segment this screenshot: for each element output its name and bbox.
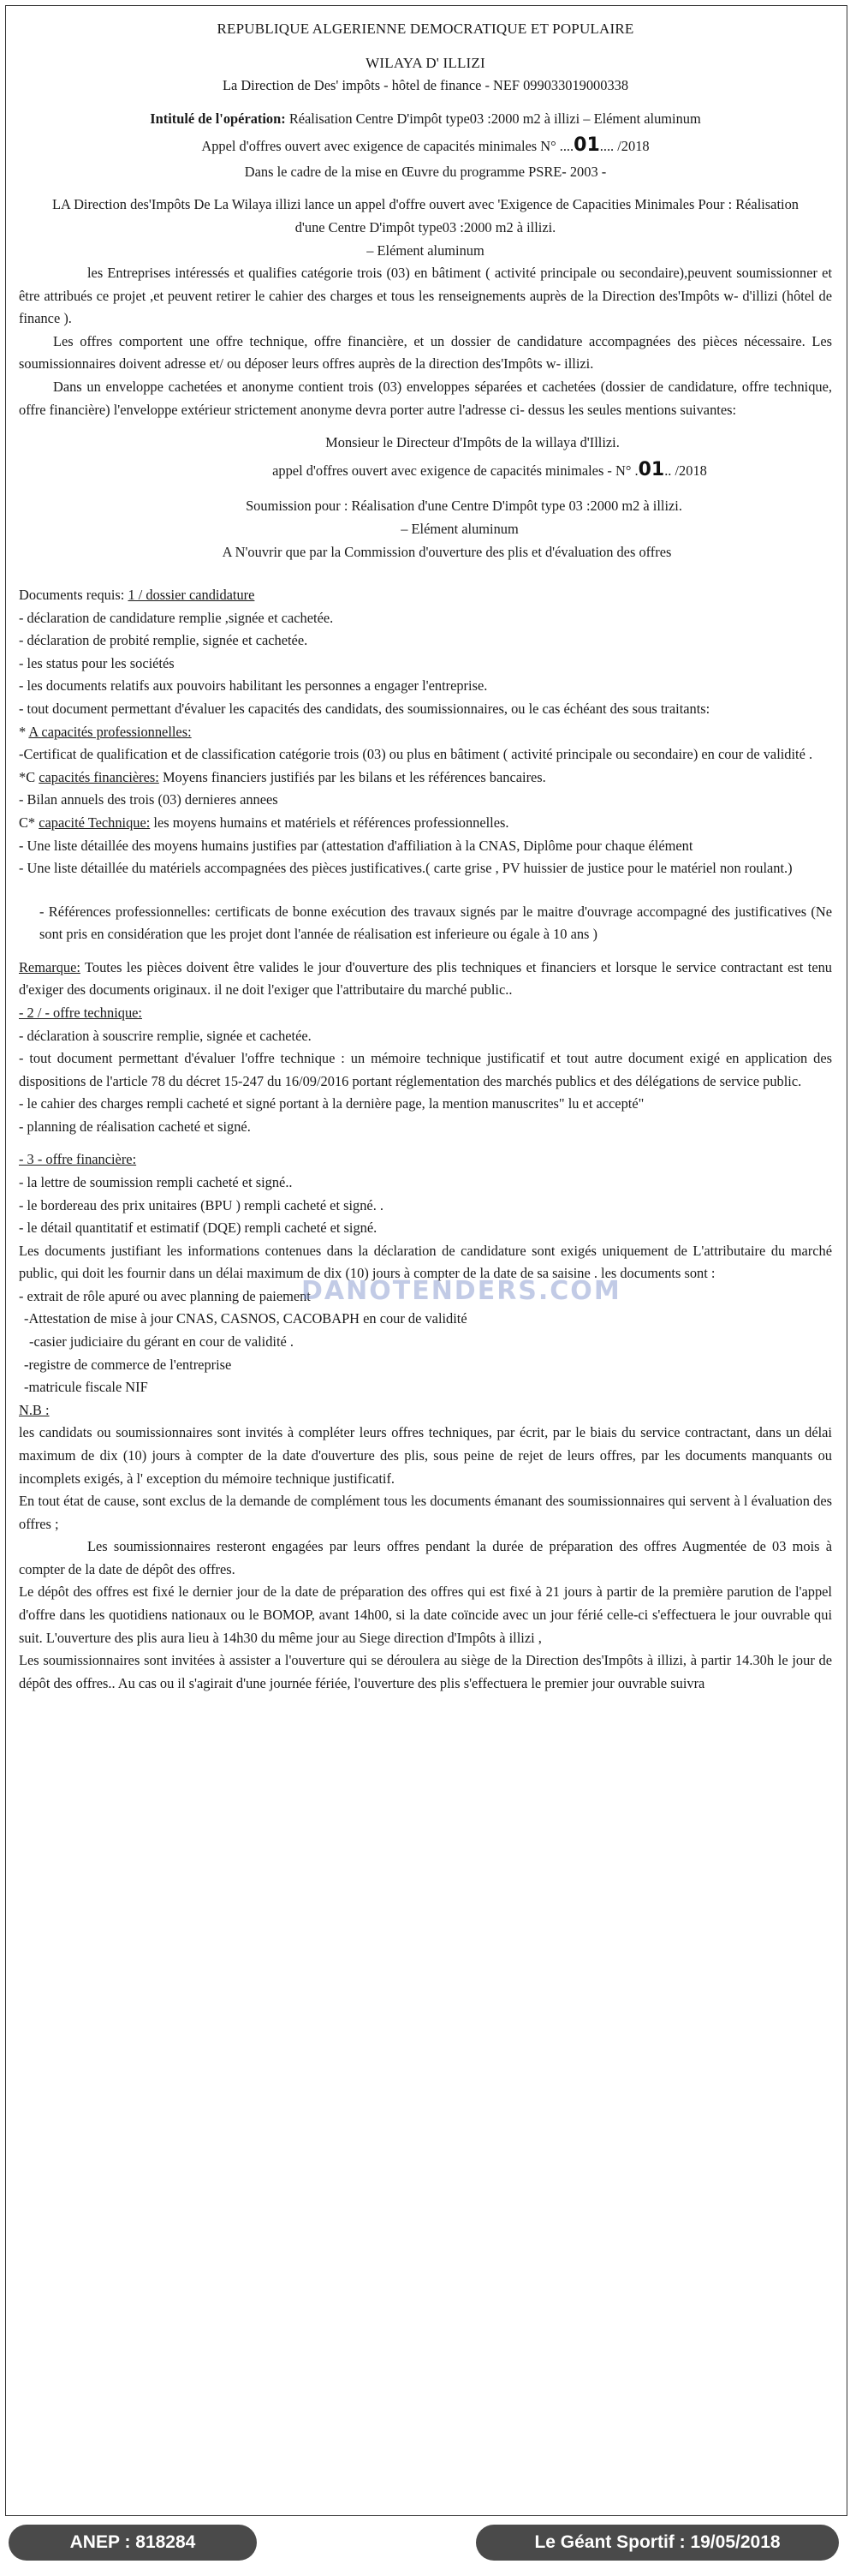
justification-paragraph: Les documents justifiant les informations contenues dans la déclaration de candidature sont exigés uniquement de L'attributaire du marché public, qui doit les fournir dans un délai maximum de dix (10) jours à compter de la date de sa saisine . les documents sont : xyxy=(19,1242,832,1282)
appel-suffix: .... /2018 xyxy=(599,138,650,155)
nb-paragraph: Les soumissionnaires sont invitées à assister a l'ouverture qui se déroulera au siège de la Direction des'Impôts à illizi, à partir 14.30h le jour de dépôt des offres.. Au cas ou il s'agirait d'une journée fériée, l'ouverture des plis s'effectuera le premier jour ouvrable suivra xyxy=(19,1652,832,1691)
capacites-professionnelles-text: -Certificat de qualification et de classification catégorie trois (03) ou plus en bâtiment ( activité principale ou secondaire) en cour de validité . xyxy=(19,746,813,763)
capacite-technique-title: capacité Technique: xyxy=(39,814,151,831)
capacites-financieres-line xyxy=(19,766,832,790)
capacites-financieres-title: capacités financières: xyxy=(39,768,159,785)
dossier-heading xyxy=(19,584,832,607)
envelope-appel-prefix: appel d'offres ouvert avec exigence de capacités minimales - N° . xyxy=(272,462,639,479)
dossier-item: - déclaration de candidature remplie ,signée et cachetée. xyxy=(19,609,334,626)
technique-item: - planning de réalisation cacheté et signé. xyxy=(19,1118,251,1135)
appel-prefix: Appel d'offres ouvert avec exigence de capacités minimales N° .... xyxy=(201,138,574,155)
envelope-soumission: Soumission pour : Réalisation d'une Centre D'impôt type 03 :2000 m2 à illizi. xyxy=(246,498,682,515)
country-header: REPUBLIQUE ALGERIENNE DEMOCRATIQUE ET POPULAIRE xyxy=(217,21,634,37)
offre-technique-heading: - 2 / - offre technique: xyxy=(19,1004,142,1021)
bullet-prefix: C* xyxy=(19,814,39,831)
envelope-appel-line xyxy=(19,455,832,486)
capacites-professionnelles-title: A capacités professionnelles: xyxy=(28,723,192,740)
intro-element: – Elément aluminum xyxy=(366,242,484,259)
handwritten-number: 01 xyxy=(574,134,600,157)
references-professionnelles: - Références professionnelles: certificats de bonne exécution des travaux signés par le maitre d'ouvrage accompagné des justificatives (Ne sont pris en considération que les projet dont l'année de réalisation est inferieure ou égale à 10 ans ) xyxy=(39,903,832,943)
nb-paragraph: les candidats ou soumissionnaires sont invités à compléter leurs offres techniques, par écrit, par le biais du service contractant, dans un délai maximum de dix (10) jours à compter de la date d'ouverture des plis, sous peine de rejet de leurs offres, par les documents manquants ou incomplets exigés, à l' exception du mémoire technique justificatif. xyxy=(19,1424,832,1487)
nb-paragraph: Les soumissionnaires resteront engagées par leurs offres pendant la durée de préparation des offres Augmentée de 03 mois à compter de la date de dépôt des offres. xyxy=(19,1538,832,1577)
nb-paragraph: Le dépôt des offres est fixé le dernier jour de la date de préparation des offres qui est fixé à 21 jours à partir de la première parution de l'appel d'offre dans les quotidiens nationaux ou le BOMOP, avant 14h00, si la date coïncide avec un jour férié celle-ci s'effectuera le jour ouvrable qui suit. L'ouverture des plis aura lieu à 14h30 du même jour au Siege direction d'Impôts à illizi , xyxy=(19,1583,832,1646)
dossier-item: - les status pour les sociétés xyxy=(19,654,175,671)
document-item: -casier judiciaire du gérant en cour de validité . xyxy=(29,1333,294,1351)
operation-label: Intitulé de l'opération: xyxy=(150,110,286,127)
remarque-paragraph xyxy=(19,957,832,1002)
dossier-item: - déclaration de probité remplie, signée et cachetée. xyxy=(19,632,308,649)
nb-paragraph: En tout état de cause, sont exclus de la demande de complément tous les documents émanant des soumissionnaires qui servent à l évaluation des offres ; xyxy=(19,1493,832,1532)
operation-title xyxy=(19,108,832,131)
offers-paragraph: Les offres comportent une offre technique, offre financière, et un dossier de candidature accompagnées des pièces nécessaire. Les soumissionnaires doivent adresse et/ ou déposer leurs offres auprès de la direction des'Impôts w- illizi. xyxy=(19,332,832,373)
operation-value: Réalisation Centre D'impôt type03 :2000 m2 à illizi – Elément aluminum xyxy=(288,110,701,127)
watermark: DANOTENDERS.COM xyxy=(301,1276,621,1306)
appel-offres-line xyxy=(19,130,832,161)
envelope-addressee: Monsieur le Directeur d'Impôts de la willaya d'Illizi. xyxy=(325,434,620,451)
financiere-item: - la lettre de soumission rempli cacheté et signé.. xyxy=(19,1174,293,1191)
bullet-prefix: *C xyxy=(19,768,39,785)
nb-label: N.B : xyxy=(19,1401,50,1418)
wilaya-header: WILAYA D' ILLIZI xyxy=(366,54,485,71)
direction-header: La Direction de Des' impôts - hôtel de finance - NEF 099033019000338 xyxy=(222,77,629,94)
bilan-item: - Bilan annuels des trois (03) dernieres annees xyxy=(19,791,278,808)
financiere-item: - le bordereau des prix unitaires (BPU ) rempli cacheté et signé. . xyxy=(19,1196,384,1213)
technique-item: - tout document permettant d'évaluer l'offre technique : un mémoire technique justificatif et tout autre document exigé en application des dispositions de l'article 78 du décret 15-247 du 16/09/2016 portant réglementation des marchés publics et des délégations de service public. xyxy=(19,1050,832,1089)
remarque-label: Remarque: xyxy=(19,958,80,975)
envelope-ouvrir: A N'ouvrir que par la Commission d'ouverture des plis et d'évaluation des offres xyxy=(222,543,672,560)
document-item: - extrait de rôle apuré ou avec planning de paiement xyxy=(19,1287,311,1304)
envelope-paragraph: Dans un enveloppe cachetées et anonyme contient trois (03) enveloppes séparées et cachetées (dossier de candidature, offre technique, offre financière) l'enveloppe extérieur strictement anonyme devra porter autre l'adresse ci- dessus les seules mentions suivantes: xyxy=(19,379,832,418)
capacites-professionnelles-heading xyxy=(19,721,832,744)
dossier-item: - tout document permettant d'évaluer les capacités des candidats, des soumissionnaires, ou le cas échéant des sous traitants: xyxy=(19,701,710,718)
intro-paragraph: LA Direction des'Impôts De La Wilaya illizi lance un appel d'offre ouvert avec 'Exigence de Capacities Minimales Pour : Réalisation d'une Centre D'impôt type03 :2000 m2 à illizi. xyxy=(52,196,799,236)
technique-item: - déclaration à souscrire remplie, signée et cachetée. xyxy=(19,1027,312,1044)
handwritten-number: 01 xyxy=(638,458,665,480)
anep-badge: ANEP : 818284 xyxy=(9,2525,257,2561)
document-item: -registre de commerce de l'entreprise xyxy=(24,1356,232,1373)
offre-financiere-heading: - 3 - offre financière: xyxy=(19,1151,137,1168)
capacite-technique-text: les moyens humains et matériels et références professionnelles. xyxy=(150,814,509,831)
dossier-heading-title: 1 / dossier candidature xyxy=(128,587,255,604)
document-item: -Attestation de mise à jour CNAS, CASNOS, CACOBAPH en cour de validité xyxy=(24,1310,467,1327)
capacite-technique-line xyxy=(19,812,832,835)
capacites-financieres-text: Moyens financiers justifiés par les bilans et les références bancaires. xyxy=(158,768,546,785)
technique-list-item: - Une liste détaillée du matériels accompagnées des pièces justificatives.( carte grise , PV huissier de justice pour le matériel non roulant.) xyxy=(19,860,793,877)
eligibility-paragraph: les Entreprises intéressés et qualifies catégorie trois (03) en bâtiment ( activité principale ou secondaire),peuvent soumissionner et être attribués ce projet ,et peuvent retirer le cahier des charges et tous les renseignements auprès de la Direction des'Impôts w- d'illizi (hôtel de finance ). xyxy=(19,265,832,327)
bullet-prefix: * xyxy=(19,723,29,740)
programme-line: Dans le cadre de la mise en Œuvre du programme PSRE- 2003 - xyxy=(244,163,607,180)
technique-item: - le cahier des charges rempli cacheté et signé portant à la dernière page, la mention manuscrites" lu et accepté" xyxy=(19,1095,645,1112)
document-item: -matricule fiscale NIF xyxy=(24,1379,148,1396)
dossier-heading-prefix: Documents requis: xyxy=(19,587,128,604)
remarque-text: Toutes les pièces doivent être valides le jour d'ouverture des plis techniques et financiers et lorsque le service contractant est tenu d'exiger des documents originaux. il ne doit l'exiger que l'attributaire du marché public.. xyxy=(19,958,832,999)
dossier-item: - les documents relatifs aux pouvoirs habilitant les personnes a engager l'entreprise. xyxy=(19,677,488,695)
journal-badge: Le Géant Sportif : 19/05/2018 xyxy=(476,2525,839,2561)
envelope-element: – Elément aluminum xyxy=(401,520,519,537)
technique-list-item: - Une liste détaillée des moyens humains justifies par (attestation d'affiliation à la CNAS, Diplôme pour chaque élément xyxy=(19,837,693,854)
envelope-appel-suffix: .. /2018 xyxy=(664,462,707,479)
tender-notice xyxy=(19,17,832,1695)
financiere-item: - le détail quantitatif et estimatif (DQE) rempli cacheté et signé. xyxy=(19,1219,377,1237)
